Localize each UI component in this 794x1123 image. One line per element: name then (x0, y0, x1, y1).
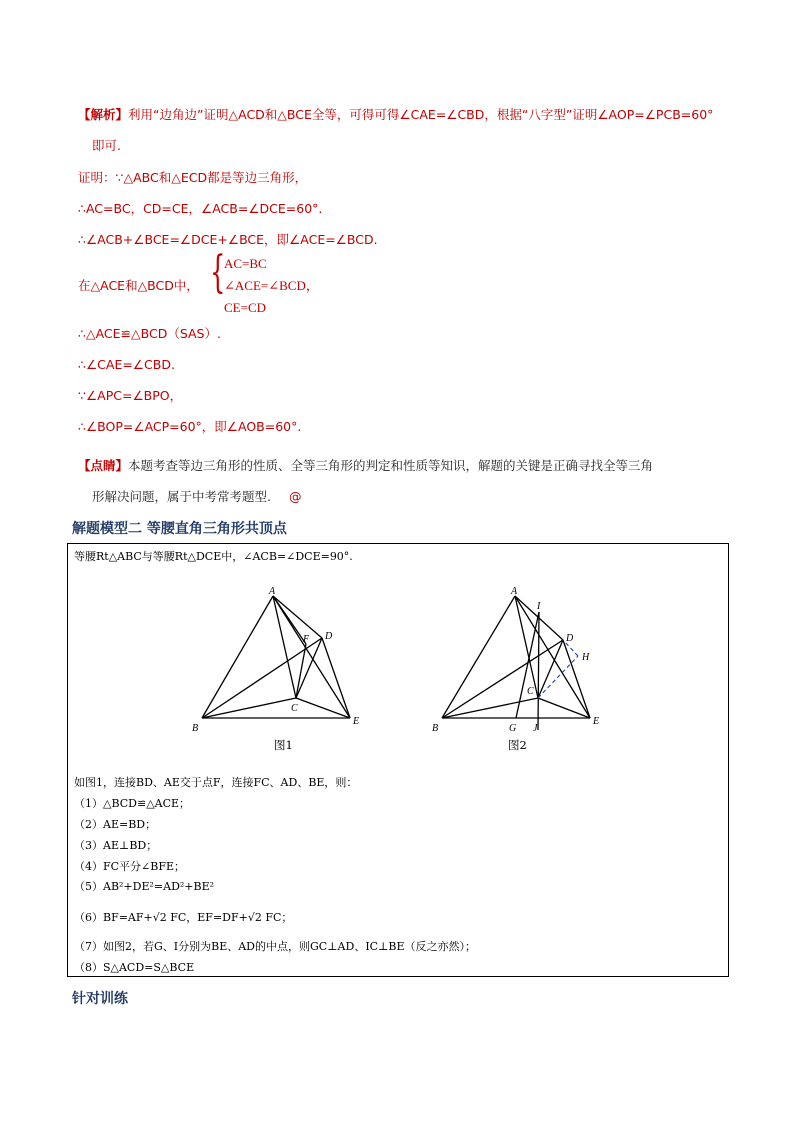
box-item-1: （1）△BCD≌△ACE； (74, 797, 191, 810)
fig1-label-f: F (303, 634, 310, 645)
analysis-text-line1: 利用“边角边”证明△ACD和△BCE全等，可得可得∠CAE=∠CBD，根据“八字型”证明∠AOP=∠PCB=60° (128, 107, 714, 122)
figure-1-caption: 图1 (274, 738, 293, 752)
box-item-4: （4）FC平分∠BFE； (74, 860, 186, 873)
proof-line-2: ∴AC=BC，CD=CE，∠ACB=∠DCE=60°. (78, 201, 323, 216)
proof-line-3: ∴∠ACB+∠BCE=∠DCE+∠BCE，即∠ACE=∠BCD. (78, 232, 378, 247)
training-heading: 针对训练 (72, 991, 128, 1007)
box-lead: 如图1，连接BD、AE交于点F，连接FC、AD、BE，则： (74, 776, 358, 789)
fig2-label-c: C (527, 686, 534, 697)
comment-text-line1: 本题考查等边三角形的性质、全等三角形的判定和性质等知识，解题的关键是正确寻找全等三角 (128, 458, 654, 473)
comment-paragraph (78, 458, 653, 474)
figure-2-caption: 图2 (508, 738, 527, 752)
proof-line-7: ∴∠BOP=∠ACP=60°，即∠AOB=60°. (78, 419, 302, 434)
system-eq-3: CE=CD (224, 300, 267, 315)
proof-line-4: ∴△ACE≌△BCD（SAS）. (78, 326, 221, 341)
fig2-label-i: I (537, 601, 541, 612)
box-item-6: （6）BF=AF+√2 FC，EF=DF+√2 FC； (74, 911, 293, 924)
system-brace: { (210, 247, 226, 298)
fig2-label-h: H (582, 652, 590, 663)
fig2-label-b: B (432, 723, 439, 734)
proof-in-label: 在△ACE和△BCD中， (78, 278, 199, 293)
analysis-text-line2: 即可. (92, 138, 121, 153)
comment-text-line2: 形解决问题，属于中考常考题型. @ (92, 489, 302, 504)
box-item-5: （5）AB²+DE²=AD²+BE² (74, 880, 215, 893)
analysis-paragraph (78, 107, 713, 123)
fig2-label-a: A (511, 586, 518, 597)
box-item-8: （8）S△ACD=S△BCE (74, 961, 195, 974)
section-heading: 解题模型二 等腰直角三角形共顶点 (72, 521, 287, 537)
proof-line-6: ∵∠APC=∠BPO， (78, 388, 183, 403)
fig1-label-b: B (192, 723, 199, 734)
box-item-2: （2）AE=BD； (74, 818, 157, 831)
fig2-label-g: G (509, 723, 517, 734)
comment-at-mark: @ (288, 489, 302, 504)
proof-line-1: 证明：∵△ABC和△ECD都是等边三角形， (78, 170, 308, 185)
fig2-label-j: J (533, 723, 538, 734)
box-intro: 等腰Rt△ABC与等腰Rt△DCE中，∠ACB=∠DCE=90°. (74, 550, 353, 563)
figure-2 (428, 582, 628, 782)
model-box (67, 543, 729, 977)
box-item-7: （7）如图2，若G、I分别为BE、AD的中点，则GC⊥AD、IC⊥BE（反之亦然）； (74, 940, 477, 953)
system-eq-2: ∠ACE=∠BCD， (224, 278, 319, 293)
fig2-label-d: D (566, 633, 574, 644)
box-item-3: （3）AE⊥BD； (74, 839, 158, 852)
fig2-label-e: E (593, 716, 600, 727)
fig1-label-e: E (353, 716, 360, 727)
proof-line-5: ∴∠CAE=∠CBD. (78, 357, 175, 372)
system-eq-1: AC=BC (224, 256, 267, 271)
comment-tag: 【点睛】 (78, 458, 129, 473)
fig1-label-d: D (325, 631, 333, 642)
analysis-tag: 【解析】 (78, 107, 129, 122)
fig1-label-c: C (291, 703, 298, 714)
fig1-label-a: A (269, 586, 276, 597)
